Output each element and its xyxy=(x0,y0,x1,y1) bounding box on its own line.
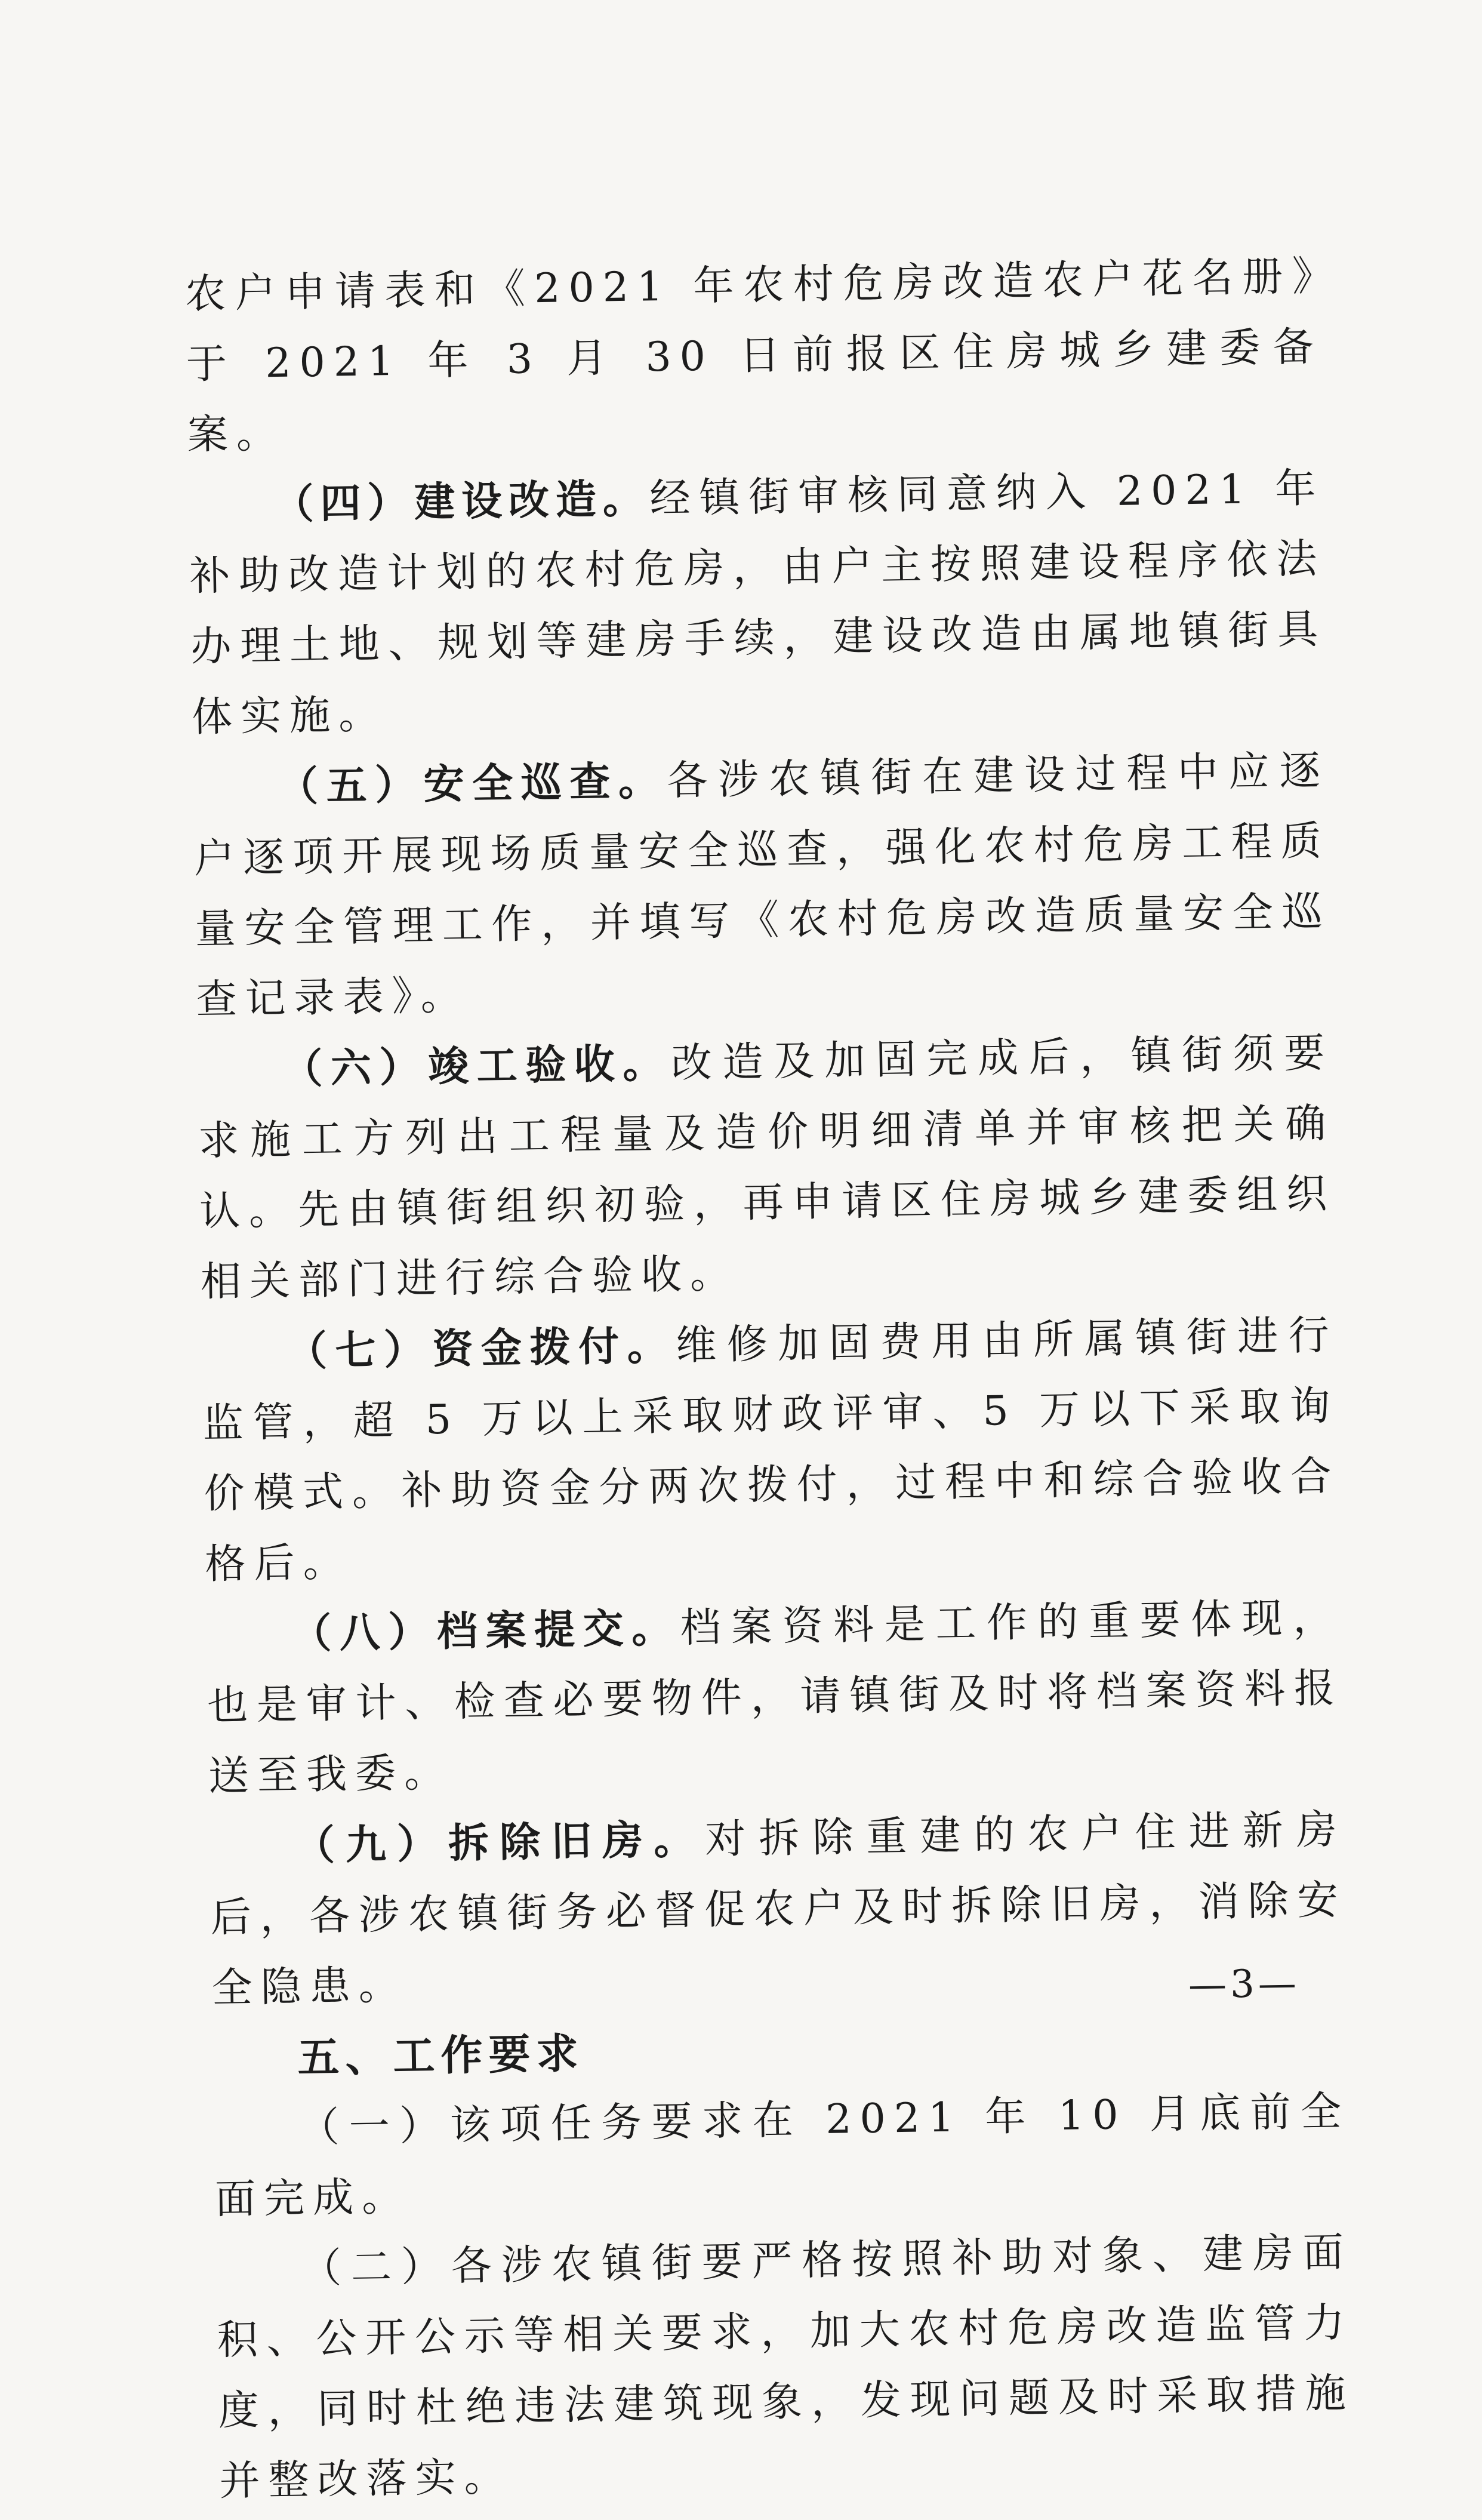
paragraph-acceptance xyxy=(197,1017,1337,1318)
paragraph-body: 档案资料是工作的重要体现，也是审计、检查必要物件，请镇街及时将档案资料报送至我委。 xyxy=(207,1594,1344,1801)
paragraph-body: 各涉农镇街在建设过程中应逐户逐项开展现场质量安全巡查，强化农村危房工程质量安全管理工作，并填写《农村危房改造质量安全巡查记录表》。 xyxy=(193,747,1332,1024)
paragraph-archives xyxy=(205,1582,1344,1812)
paragraph-funding xyxy=(201,1300,1341,1600)
paragraph-heading: （六）竣工验收。 xyxy=(281,1039,672,1094)
paragraph-safety-inspection xyxy=(192,735,1332,1035)
requirement-item: （二）各涉农镇街要严格按照补助对象、建房面积、公开公示等相关要求，加大农村危房改造监管力度，同时杜绝违法建筑现象，发现问题及时采取措施并整改落实。 xyxy=(217,2229,1355,2506)
paragraph-demolition xyxy=(209,1794,1348,2024)
paragraph-heading: （七）资金拨付。 xyxy=(286,1321,676,1376)
paragraph-body: 对拆除重建的农户住进新房后，各涉农镇街务必督促农户及时拆除旧房，消除安全隐患。 xyxy=(210,1806,1347,2013)
paragraph-construction xyxy=(188,453,1328,753)
section-heading: 五、工作要求 xyxy=(297,2028,585,2082)
paragraph-heading: （九）拆除旧房。 xyxy=(294,1816,705,1870)
paragraph-continuation xyxy=(184,242,1323,471)
requirement-item: （一）该项任务要求在 2021 年 10 月底前全面完成。 xyxy=(214,2088,1350,2224)
paragraph-heading: （五）安全巡查。 xyxy=(277,756,667,811)
paragraph-body: 农户申请表和《2021 年农村危房改造农户花名册》于 2021 年 3 月 30 日前报区住房城乡建委备案。 xyxy=(184,253,1323,459)
page-number: —3— xyxy=(1188,1961,1301,2008)
paragraph-body: 改造及加固完成后，镇街须要求施工方列出工程量及造价明细清单并审核把关确认。先由镇街组织初验，再申请区住房城乡建委组织相关部门进行综合验收。 xyxy=(198,1029,1336,1306)
paragraph-heading: （四）建设改造。 xyxy=(273,475,651,529)
paragraph-heading: （八）档案提交。 xyxy=(290,1604,681,1658)
paragraph-body: 经镇街审核同意纳入 2021 年补助改造计划的农村危房，由户主按照建设程序依法办理土地、规划等建房手续，建设改造由属地镇街具体实施。 xyxy=(189,464,1327,741)
paragraph-body: 维修加固费用由所属镇街进行监管，超 5 万以上采取财政评审、5 万以下采取询价模式。补助资金分两次拨付，过程中和综合验收合格后。 xyxy=(202,1312,1341,1589)
